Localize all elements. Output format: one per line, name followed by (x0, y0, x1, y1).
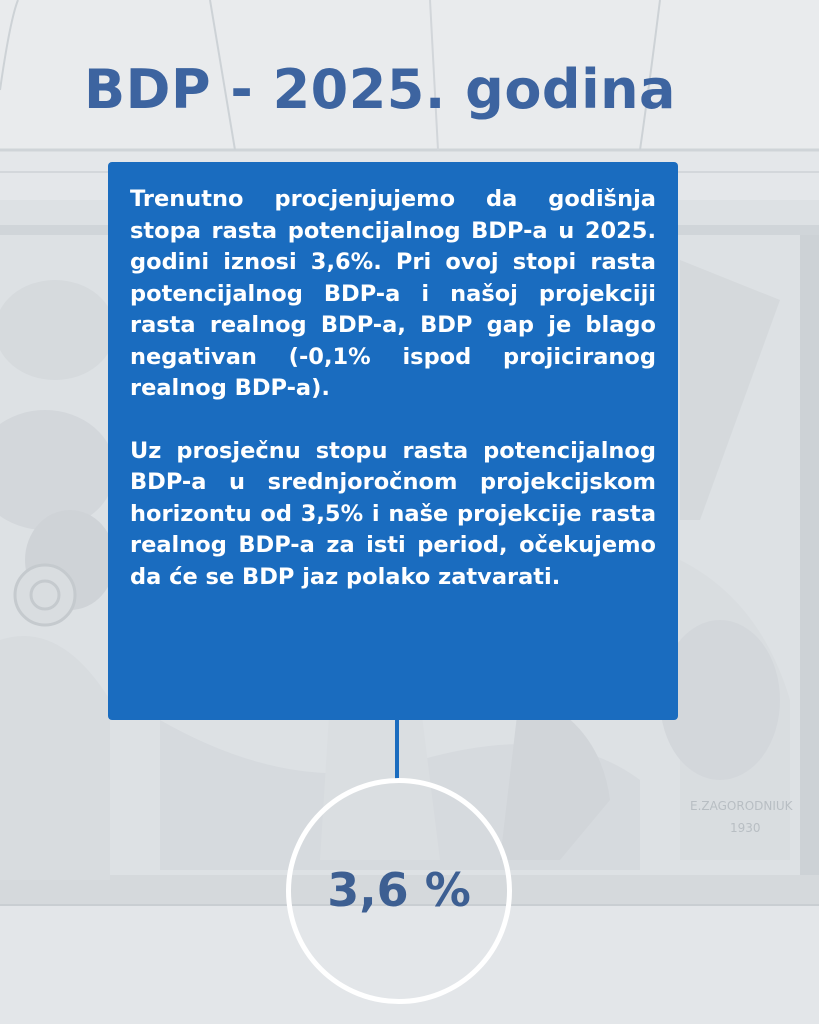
connector-line (395, 698, 399, 780)
description-box (108, 162, 678, 720)
svg-text:E.ZAGORODNIUK: E.ZAGORODNIUK (690, 799, 793, 813)
paragraph-current-estimate: Trenutno procjenjujemo da godišnja stopa rasta potencijalnog BDP-a u 2025. godini iznosi 3,6%. Pri ovoj stopi rasta potencijalnog BDP-a i našoj projekciji rasta realnog BDP-a, BDP gap je blago negativan (-0,1% ispod projiciranog realnog BDP-a). (130, 186, 656, 401)
page-title: BDP - 2025. godina (84, 58, 676, 121)
svg-text:1930: 1930 (730, 821, 761, 835)
paragraph-medium-term: Uz prosječnu stopu rasta potencijalnog BDP-a u srednjoročnom projekcijskom horizontu od 3,5% i naše projekcije rasta realnog BDP-a za isti period, očekujemo da će se BDP jaz polako zatvarati. (130, 437, 656, 590)
growth-rate-value: 3,6 % (327, 863, 471, 917)
